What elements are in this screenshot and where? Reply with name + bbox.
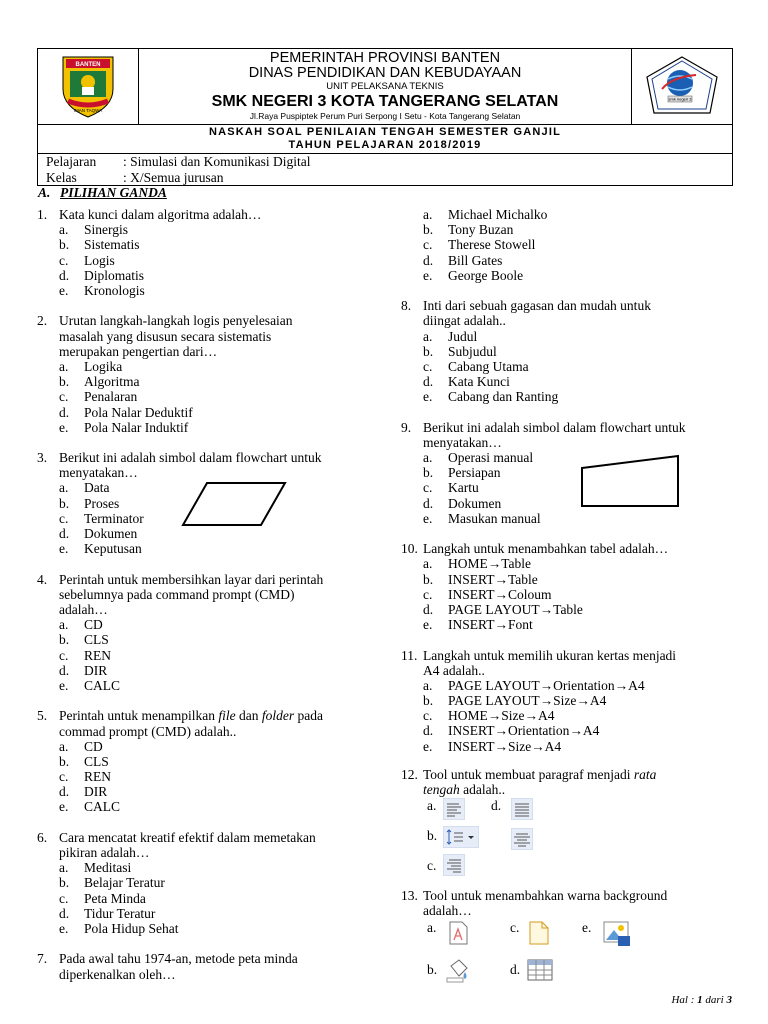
- question-text-line: sebelumnya pada command prompt (CMD): [59, 586, 295, 602]
- option-letter: c.: [59, 252, 69, 268]
- option-letter: d.: [510, 962, 521, 977]
- letterhead: [38, 49, 732, 125]
- option-text: Pola Nalar Deduktif: [84, 404, 193, 420]
- option-text: PAGE LAYOUT→Table: [448, 601, 583, 617]
- option-list: [401, 450, 741, 526]
- option-letter: e.: [59, 541, 69, 557]
- question-number: 4.: [37, 571, 48, 587]
- option-letter: d.: [423, 252, 434, 268]
- question-stem: [37, 450, 392, 480]
- option-letter: a.: [423, 207, 433, 222]
- line-spacing-icon: [443, 826, 479, 848]
- option-text: INSERT→Table: [448, 571, 538, 587]
- option-text: Masukan manual: [448, 510, 541, 526]
- option-letter: c.: [423, 480, 433, 496]
- picture-background-icon: [602, 920, 632, 948]
- question-stem: [37, 313, 392, 359]
- option-letter: b.: [423, 222, 434, 238]
- question-number: 3.: [37, 450, 48, 466]
- question-13: [401, 888, 741, 918]
- department-name: DINAS PENDIDIKAN DAN KEBUDAYAAN: [248, 65, 522, 81]
- option-letter: c.: [59, 389, 69, 405]
- question-stem: [37, 708, 392, 738]
- answer-option[interactable]: [59, 754, 392, 769]
- option-text: George Boole: [448, 267, 524, 283]
- answer-option[interactable]: [423, 556, 741, 571]
- option-letter: e.: [59, 419, 69, 435]
- question-number: 10.: [401, 541, 418, 557]
- option-letter: a.: [427, 798, 437, 813]
- question-item: [37, 708, 392, 814]
- option-letter: d.: [59, 905, 70, 921]
- option-text: Meditasi: [84, 860, 132, 876]
- question-text-line: Kata kunci dalam algoritma adalah…: [59, 207, 262, 222]
- question-text-line: menyatakan…: [423, 434, 502, 450]
- answer-option[interactable]: [423, 344, 741, 359]
- answer-option[interactable]: [423, 268, 741, 283]
- question-item: [401, 420, 741, 526]
- option-letter: e.: [423, 267, 433, 283]
- answer-option[interactable]: [423, 207, 741, 222]
- option-text: Kata Kunci: [448, 374, 510, 390]
- option-letter: e.: [423, 389, 433, 405]
- answer-option[interactable]: [423, 511, 741, 526]
- subject-row: [38, 154, 732, 170]
- option-text: Belajar Teratur: [84, 875, 165, 891]
- question-text-line: diingat adalah..: [423, 313, 506, 329]
- banten-province-logo: [38, 49, 139, 124]
- option-text: HOME→Table: [448, 556, 532, 572]
- option-list: [401, 678, 741, 754]
- option-letter: c.: [423, 708, 433, 724]
- option-text: REN: [84, 769, 111, 785]
- answer-option[interactable]: [423, 739, 741, 754]
- answer-option[interactable]: [59, 283, 392, 298]
- option-list: [37, 739, 392, 815]
- question-stem: [37, 207, 392, 222]
- answer-option[interactable]: [423, 723, 741, 738]
- answer-option[interactable]: [59, 405, 392, 420]
- option-text: CALC: [84, 677, 121, 693]
- option-text: INSERT→Size→A4: [448, 738, 562, 754]
- option-letter: c.: [423, 586, 433, 602]
- option-letter: d.: [423, 723, 434, 739]
- answer-option[interactable]: [59, 526, 392, 541]
- option-letter: b.: [423, 693, 434, 709]
- option-letter: b.: [59, 495, 70, 511]
- option-letter: d.: [423, 601, 434, 617]
- answer-option[interactable]: [59, 648, 392, 663]
- question-text-line: commad prompt (CMD) adalah..: [59, 723, 237, 739]
- left-column: [37, 207, 392, 997]
- table-icon: [526, 958, 554, 982]
- option-letter: a.: [423, 328, 433, 344]
- option-text: Sinergis: [84, 222, 129, 238]
- svg-text:BANTEN: BANTEN: [75, 62, 101, 68]
- question-7-options: [401, 207, 741, 283]
- question-number: 9.: [401, 419, 412, 435]
- option-letter: a.: [423, 677, 433, 693]
- option-letter: a.: [59, 222, 69, 238]
- option-letter: e.: [59, 921, 69, 937]
- option-letter: c.: [59, 769, 69, 785]
- answer-option[interactable]: [423, 708, 741, 723]
- option-text: Bill Gates: [448, 252, 503, 268]
- option-letter: e.: [582, 920, 592, 935]
- option-list: [37, 617, 392, 693]
- option-letter: b.: [59, 875, 70, 891]
- school-name: SMK NEGERI 3 KOTA TANGERANG SELATAN: [211, 93, 559, 110]
- option-letter: d.: [59, 404, 70, 420]
- option-list: [37, 860, 392, 936]
- answer-option[interactable]: [59, 875, 392, 890]
- answer-option[interactable]: [423, 359, 741, 374]
- subject-label: Pelajaran: [46, 154, 97, 169]
- option-text: CLS: [84, 753, 109, 769]
- answer-option[interactable]: [59, 739, 392, 754]
- question-text-line: Cara mencatat kreatif efektif dalam memetakan: [59, 829, 316, 845]
- question-number: 8.: [401, 298, 412, 314]
- option-text: CD: [84, 738, 103, 754]
- option-text: INSERT→Orientation→A4: [448, 723, 600, 739]
- option-text: Terminator: [84, 510, 144, 526]
- question-item: [37, 951, 392, 981]
- fill-bucket-icon: [445, 958, 471, 984]
- option-letter: d.: [59, 662, 70, 678]
- option-text: CALC: [84, 799, 121, 815]
- question-text-line: diperkenalkan oleh…: [59, 966, 176, 982]
- answer-option[interactable]: [59, 359, 392, 374]
- option-letter: b.: [59, 374, 70, 390]
- option-text: Logika: [84, 358, 123, 374]
- svg-text:smk negeri 3: smk negeri 3: [668, 96, 692, 102]
- justify-icon: [511, 798, 533, 820]
- option-text: Peta Minda: [84, 890, 146, 906]
- subject-value: : Simulasi dan Komunikasi Digital: [123, 154, 311, 169]
- answer-option[interactable]: [59, 374, 392, 389]
- option-text: Operasi manual: [448, 450, 534, 466]
- answer-option[interactable]: [423, 374, 741, 389]
- option-text: CD: [84, 617, 103, 633]
- answer-option[interactable]: [59, 860, 392, 875]
- option-letter: b.: [59, 237, 70, 253]
- answer-option[interactable]: [59, 784, 392, 799]
- question-text-line: A4 adalah..: [423, 662, 485, 678]
- question-item: [37, 207, 392, 298]
- answer-option[interactable]: [423, 222, 741, 237]
- answer-option[interactable]: [423, 329, 741, 344]
- question-text-line: Urutan langkah-langkah logis penyelesaian: [59, 313, 293, 329]
- question-12: [401, 767, 741, 797]
- align-left-icon: [443, 798, 465, 820]
- option-letter: e.: [59, 282, 69, 298]
- question-number: 1.: [37, 207, 48, 222]
- question-text-line: menyatakan…: [59, 465, 138, 481]
- option-text: Pola Nalar Induktif: [84, 419, 189, 435]
- question-stem: [37, 830, 392, 860]
- government-name: PEMERINTAH PROVINSI BANTEN: [269, 50, 501, 66]
- option-text: Diplomatis: [84, 267, 144, 283]
- answer-option[interactable]: [423, 617, 741, 632]
- footer-prefix: Hal :: [671, 994, 698, 1006]
- exam-name: NASKAH SOAL PENILAIAN TENGAH SEMESTER GANJIL: [208, 126, 562, 138]
- option-text: Data: [84, 480, 110, 496]
- option-text: PAGE LAYOUT→Orientation→A4: [448, 677, 645, 693]
- option-text: Logis: [84, 252, 115, 268]
- answer-option[interactable]: [59, 678, 392, 693]
- answer-option[interactable]: [59, 237, 392, 252]
- option-letter: c.: [423, 237, 433, 253]
- exam-meta: [38, 154, 732, 186]
- answer-option[interactable]: [59, 891, 392, 906]
- option-text: PAGE LAYOUT→Size→A4: [448, 693, 607, 709]
- option-text: INSERT→Coloum: [448, 586, 552, 602]
- option-text: Penalaran: [84, 389, 138, 405]
- option-text: Subjudul: [448, 343, 497, 359]
- school-logo: [631, 49, 732, 124]
- option-text: INSERT→Font: [448, 617, 533, 633]
- option-letter: a.: [423, 556, 433, 572]
- option-letter: d.: [423, 374, 434, 390]
- school-address: Jl.Raya Puspiptek Perum Puri Serpong I Setu - Kota Tangerang Selatan: [249, 111, 521, 121]
- q13-text: Tool untuk menambahkan warna background: [423, 888, 668, 903]
- question-number: 2.: [37, 313, 48, 329]
- exam-title: [38, 124, 732, 154]
- align-right-icon: [443, 854, 465, 876]
- question-item: [401, 298, 741, 404]
- answer-option[interactable]: [59, 632, 392, 647]
- option-text: CLS: [84, 632, 109, 648]
- answer-option[interactable]: [59, 541, 392, 556]
- option-text: HOME→Size→A4: [448, 708, 555, 724]
- answer-option[interactable]: [59, 906, 392, 921]
- flowchart-parallelogram-icon: [181, 480, 287, 528]
- option-text: Kartu: [448, 480, 479, 496]
- answer-option[interactable]: [59, 617, 392, 632]
- question-stem: [401, 541, 741, 556]
- section-title: PILIHAN GANDA: [60, 185, 167, 200]
- answer-option[interactable]: [59, 268, 392, 283]
- question-text-line: Langkah untuk menambahkan tabel adalah…: [423, 541, 669, 557]
- option-list: [401, 329, 741, 405]
- option-letter: b.: [59, 632, 70, 648]
- answer-option[interactable]: [59, 420, 392, 435]
- answer-option[interactable]: [423, 602, 741, 617]
- q12-option-center[interactable]: [511, 828, 533, 855]
- option-letter: e.: [423, 738, 433, 754]
- option-letter: c.: [510, 920, 520, 935]
- option-letter: e.: [59, 677, 69, 693]
- option-letter: c.: [59, 647, 69, 663]
- question-stem: [401, 420, 741, 450]
- question-text-line: masalah yang disusun secara sistematis: [59, 328, 272, 344]
- option-letter: d.: [59, 526, 70, 542]
- option-text: Cabang dan Ranting: [448, 389, 559, 405]
- class-value: : X/Semua jurusan: [123, 170, 224, 185]
- option-letter: a.: [423, 450, 433, 466]
- option-letter: a.: [427, 920, 437, 935]
- answer-option[interactable]: [59, 389, 392, 404]
- svg-text:IMAN TAQWA: IMAN TAQWA: [73, 108, 103, 113]
- question-stem: [37, 951, 392, 981]
- option-text: Algoritma: [84, 374, 140, 390]
- option-letter: d.: [423, 495, 434, 511]
- answer-option[interactable]: [59, 222, 392, 237]
- option-letter: c.: [59, 890, 69, 906]
- option-list: [401, 207, 741, 283]
- align-center-icon: [511, 828, 533, 850]
- right-column: [401, 207, 741, 769]
- option-text: Sistematis: [84, 237, 140, 253]
- answer-option[interactable]: [423, 587, 741, 602]
- option-text: REN: [84, 647, 111, 663]
- question-item: [37, 572, 392, 694]
- option-letter: a.: [59, 358, 69, 374]
- question-item: [37, 313, 392, 435]
- option-letter: b.: [427, 962, 438, 977]
- option-letter: a.: [59, 617, 69, 633]
- section-heading: [38, 185, 167, 201]
- q12-text: Tool untuk membuat paragraf menjadi: [423, 767, 634, 782]
- watermark-icon: [445, 920, 471, 946]
- option-letter: b.: [423, 571, 434, 587]
- option-text: Dokumen: [84, 526, 138, 542]
- question-item: [401, 648, 741, 754]
- page-color-icon: [526, 920, 552, 946]
- option-letter: b.: [423, 343, 434, 359]
- q12-em-2: tengah: [423, 782, 460, 798]
- option-text: Keputusan: [84, 541, 142, 557]
- option-text: Kronologis: [84, 282, 145, 298]
- page-footer: [671, 994, 732, 1006]
- question-text-line: Inti dari sebuah gagasan dan mudah untuk: [423, 298, 651, 314]
- question-item: [401, 541, 741, 632]
- class-row: [38, 170, 732, 186]
- answer-option[interactable]: [423, 253, 741, 268]
- option-list: [37, 222, 392, 298]
- total-pages: 3: [726, 994, 732, 1006]
- letterhead-text: [138, 49, 632, 121]
- option-letter: c.: [427, 858, 437, 873]
- option-letter: e.: [59, 799, 69, 815]
- option-text: Therese Stowell: [448, 237, 536, 253]
- option-letter: e.: [423, 510, 433, 526]
- question-number: 7.: [37, 951, 48, 967]
- question-text-line: Berikut ini adalah simbol dalam flowchart untuk: [59, 450, 322, 466]
- question-stem: [37, 572, 392, 618]
- question-number: 11.: [401, 647, 418, 663]
- question-text-line: adalah…: [59, 602, 108, 617]
- question-text-line: merupakan pengertian dari…: [59, 343, 218, 359]
- section-letter: A.: [38, 185, 51, 200]
- question-number: 13.: [401, 888, 418, 903]
- answer-option[interactable]: [59, 921, 392, 936]
- option-letter: d.: [59, 267, 70, 283]
- question-text-line: Berikut ini adalah simbol dalam flowchart untuk: [423, 419, 686, 435]
- option-letter: d.: [491, 798, 502, 813]
- option-list: [37, 359, 392, 435]
- footer-mid: dari: [702, 994, 727, 1006]
- option-text: DIR: [84, 662, 108, 678]
- option-letter: a.: [59, 860, 69, 876]
- answer-option[interactable]: [423, 693, 741, 708]
- question-text-line: Pada awal tahu 1974-an, metode peta minda: [59, 951, 298, 967]
- option-text: Persiapan: [448, 465, 501, 481]
- answer-option[interactable]: [59, 799, 392, 814]
- unit-name: UNIT PELAKSANA TEKNIS: [326, 81, 444, 92]
- current-page: 1: [697, 994, 703, 1006]
- question-stem: [401, 298, 741, 328]
- option-letter: a.: [59, 480, 69, 496]
- question-number: 6.: [37, 829, 48, 845]
- exam-year: TAHUN PELAJARAN 2018/2019: [288, 139, 482, 151]
- answer-option[interactable]: [59, 663, 392, 678]
- option-letter: c.: [59, 510, 69, 526]
- answer-option[interactable]: [423, 572, 741, 587]
- option-letter: d.: [59, 784, 70, 800]
- option-text: Tony Buzan: [448, 222, 514, 238]
- answer-option[interactable]: [423, 389, 741, 404]
- q12-em-1: rata: [633, 767, 657, 782]
- question-text-line: Perintah untuk menampilkan file dan folder pada: [59, 708, 323, 724]
- option-text: Dokumen: [448, 495, 502, 511]
- option-letter: e.: [423, 617, 433, 633]
- question-number: 12.: [401, 767, 418, 782]
- q13-text-2: adalah…: [423, 903, 472, 919]
- answer-option[interactable]: [59, 253, 392, 268]
- answer-option[interactable]: [59, 769, 392, 784]
- question-text-line: Perintah untuk membersihkan layar dari perintah: [59, 571, 324, 587]
- question-stem: [401, 648, 741, 678]
- answer-option[interactable]: [423, 678, 741, 693]
- option-text: Proses: [84, 495, 120, 511]
- question-number: 5.: [37, 708, 48, 724]
- question-text-line: Langkah untuk memilih ukuran kertas menjadi: [423, 647, 677, 663]
- option-text: Cabang Utama: [448, 358, 529, 374]
- answer-option[interactable]: [423, 237, 741, 252]
- option-text: Judul: [448, 328, 478, 344]
- question-text-line: pikiran adalah…: [59, 845, 150, 861]
- flowchart-manual-input-icon: [580, 454, 682, 510]
- option-text: Tidur Teratur: [84, 905, 156, 921]
- option-letter: a.: [59, 738, 69, 754]
- option-letter: b.: [59, 753, 70, 769]
- option-letter: b.: [427, 828, 438, 843]
- option-text: Michael Michalko: [448, 207, 548, 222]
- option-list: [401, 556, 741, 632]
- option-letter: b.: [423, 465, 434, 481]
- document-header: [37, 48, 733, 186]
- option-letter: c.: [423, 358, 433, 374]
- class-label: Kelas: [46, 170, 77, 185]
- option-text: DIR: [84, 784, 108, 800]
- option-text: Pola Hidup Sehat: [84, 921, 179, 937]
- q12-text-2: adalah..: [459, 782, 506, 798]
- question-item: [37, 830, 392, 936]
